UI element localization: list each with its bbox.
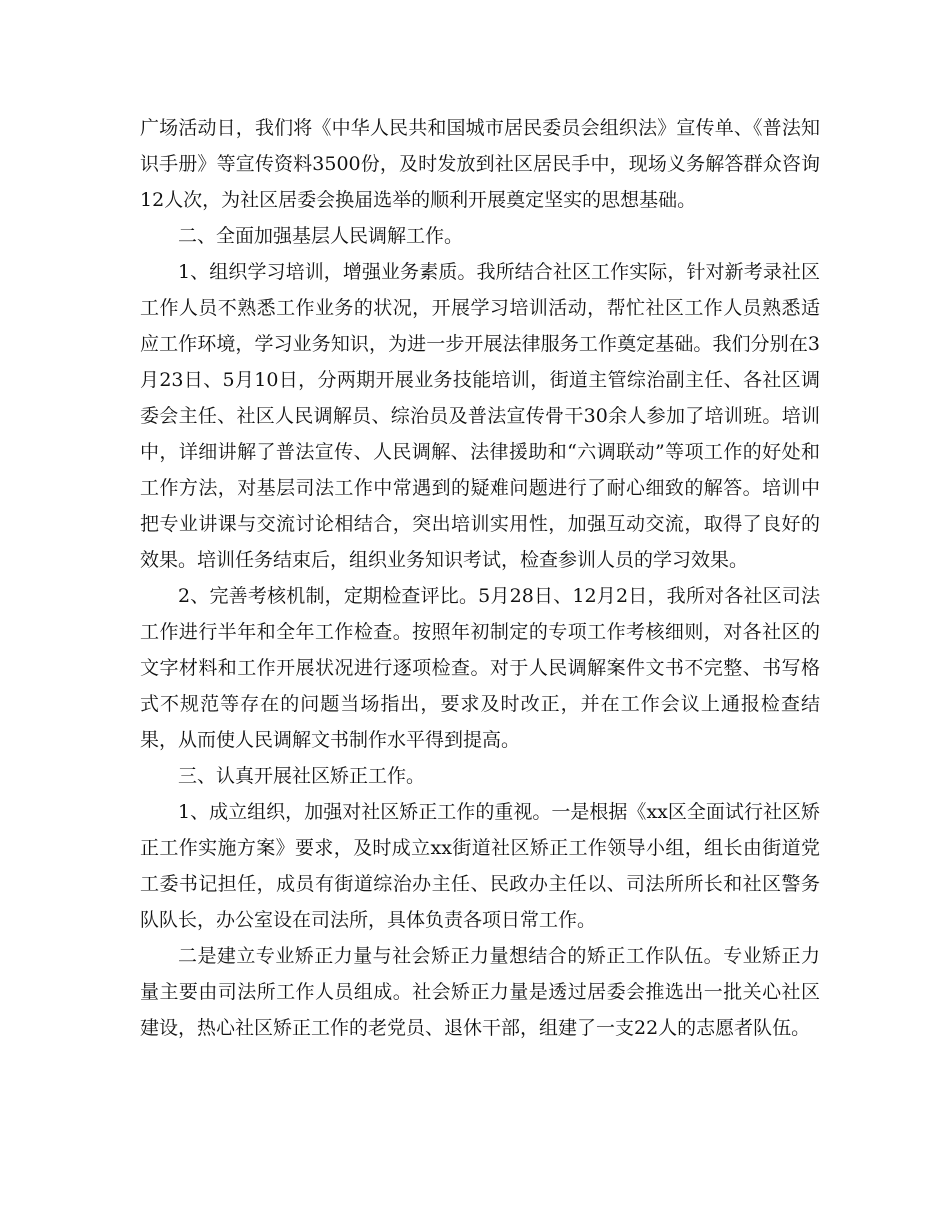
paragraph-assessment: 2、完善考核机制，定期检查评比。5月28日、12月2日，我所对各社区司法工作进行半年和全年工作检查。按照年初制定的专项工作考核细则，对各社区的文字材料和工作开展状况进行逐项检查。对于人民调解案件文书不完整、书写格式不规范等存在的问题当场指出，要求及时改正，并在工作会议上通报检查结果，从而使人民调解文书制作水平得到提高。: [140, 585, 820, 751]
section-heading-3: 三、认真开展社区矫正工作。: [178, 765, 426, 787]
document-body: [140, 110, 820, 1046]
paragraph-team: 二是建立专业矫正力量与社会矫正力量想结合的矫正工作队伍。专业矫正力量主要由司法所工作人员组成。社会矫正力量是透过居委会推选出一批关心社区建设，热心社区矫正工作的老党员、退休干部，组建了一支22人的志愿者队伍。: [140, 945, 820, 1039]
paragraph-training: 1、组织学习培训，增强业务素质。我所结合社区工作实际，针对新考录社区工作人员不熟悉工作业务的状况，开展学习培训活动，帮忙社区工作人员熟悉适应工作环境，学习业务知识，为进一步开展法律服务工作奠定基础。我们分别在3月23日、5月10日，分两期开展业务技能培训，街道主管综治副主任、各社区调委会主任、社区人民调解员、综治员及普法宣传骨干30余人参加了培训班。培训中，详细讲解了普法宣传、人民调解、法律援助和“六调联动”等项工作的好处和工作方法，对基层司法工作中常遇到的疑难问题进行了耐心细致的解答。培训中把专业讲课与交流讨论相结合，突出培训实用性，加强互动交流，取得了良好的效果。培训任务结束后，组织业务知识考试，检查参训人员的学习效果。: [140, 261, 820, 571]
paragraph-1: 广场活动日，我们将《中华人民共和国城市居民委员会组织法》宣传单、《普法知识手册》等宣传资料3500份，及时发放到社区居民手中，现场义务解答群众咨询12人次，为社区居委会换届选举的顺利开展奠定坚实的思想基础。: [140, 117, 820, 211]
paragraph-organization: 1、成立组织，加强对社区矫正工作的重视。一是根据《xx区全面试行社区矫正工作实施方案》要求，及时成立xx街道社区矫正工作领导小组，组长由街道党工委书记担任，成员有街道综治办主任、民政办主任以、司法所所长和社区警务队队长，办公室设在司法所，具体负责各项日常工作。: [140, 801, 820, 931]
section-heading-2: 二、全面加强基层人民调解工作。: [178, 225, 464, 247]
